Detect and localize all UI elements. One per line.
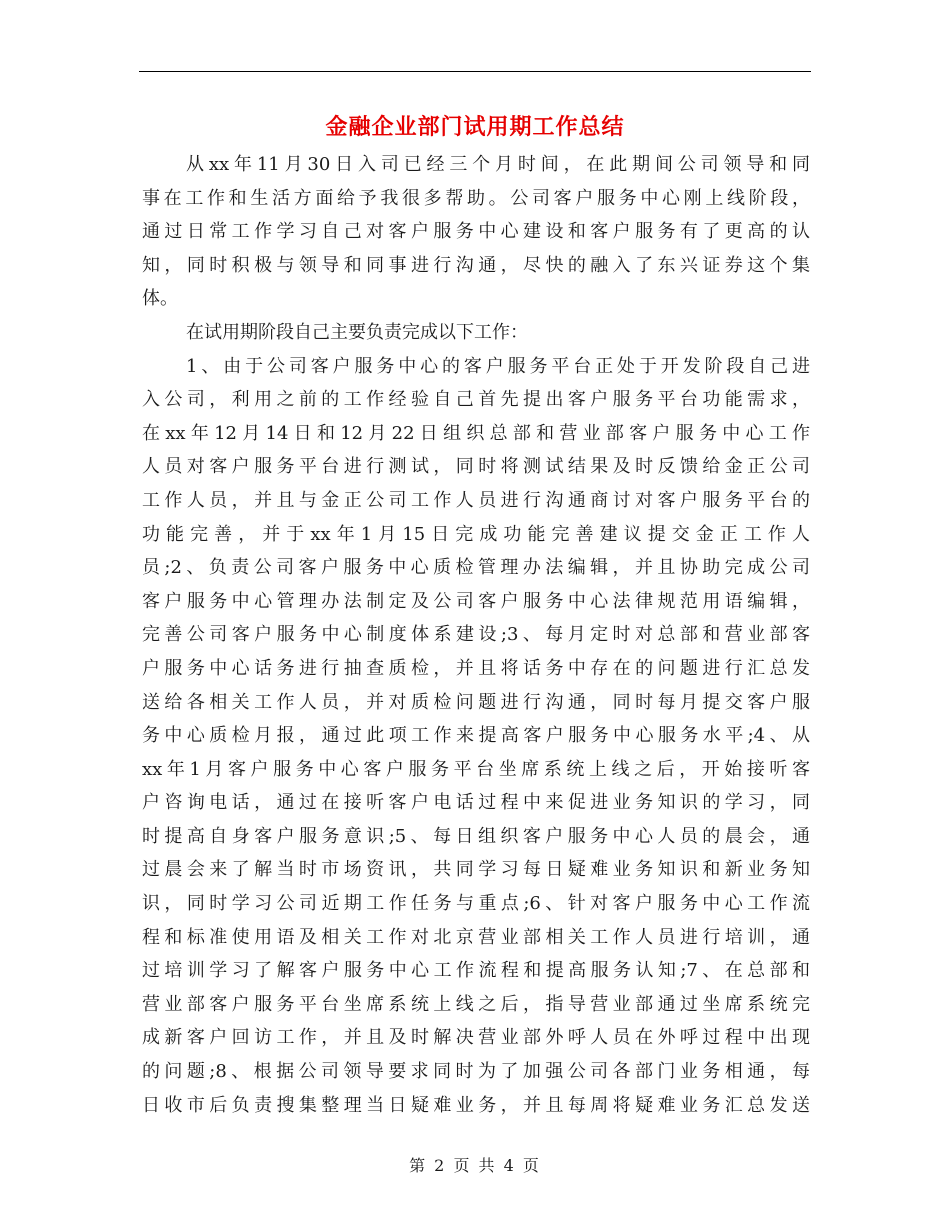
text-line: 成新客户回访工作，并且及时解决营业部外呼人员在外呼过程中出现: [142, 1027, 810, 1049]
text-line: 务中心质检月报，通过此项工作来提高客户服务中心服务水平;4、从: [142, 725, 810, 747]
text-line: 人员对客户服务平台进行测试，同时将测试结果及时反馈给金正公司: [142, 456, 810, 478]
text-line: 过培训学习了解客户服务中心工作流程和提高服务认知;7、在总部和: [142, 960, 810, 982]
text-line: 送给各相关工作人员，并对质检问题进行沟通，同时每月提交客户服: [142, 691, 810, 713]
text-line: 工作人员，并且与金正公司工作人员进行沟通商讨对客户服务平台的: [142, 489, 810, 511]
text-line: 时提高自身客户服务意识;5、每日组织客户服务中心人员的晨会，通: [142, 825, 810, 847]
text-line: 体。: [142, 288, 178, 310]
text-line: 知，同时积极与领导和同事进行沟通，尽快的融入了东兴证券这个集: [142, 254, 810, 276]
text-line: 1、由于公司客户服务中心的客户服务平台正处于开发阶段自己进: [186, 355, 810, 377]
text-line: 户咨询电话，通过在接听客户电话过程中来促进业务知识的学习，同: [142, 792, 810, 814]
text-line: 功能完善，并于xx年1月15日完成功能完善建议提交金正工作人: [142, 523, 810, 545]
text-line: 客户服务中心管理办法制定及公司客户服务中心法律规范用语编辑，: [142, 590, 810, 612]
page-number-footer: 第 2 页 共 4 页: [409, 1156, 541, 1175]
text-line: 员;2、负责公司客户服务中心质检管理办法编辑，并且协助完成公司: [142, 557, 810, 579]
document-title: 金融企业部门试用期工作总结: [325, 114, 625, 140]
text-line: 完善公司客户服务中心制度体系建设;3、每月定时对总部和营业部客: [142, 624, 810, 646]
text-line: 在试用期阶段自己主要负责完成以下工作：: [186, 321, 528, 343]
document-body: [142, 148, 810, 1122]
text-line: 日收市后负责搜集整理当日疑难业务，并且每周将疑难业务汇总发送: [142, 1094, 810, 1116]
text-line: 事在工作和生活方面给予我很多帮助。公司客户服务中心刚上线阶段，: [142, 187, 810, 209]
text-line: xx年1月客户服务中心客户服务平台坐席系统上线之后，开始接听客: [142, 758, 810, 780]
text-line: 程和标准使用语及相关工作对北京营业部相关工作人员进行培训，通: [142, 926, 810, 948]
text-line: 过晨会来了解当时市场资讯，共同学习每日疑难业务知识和新业务知: [142, 859, 810, 881]
header-rule: [139, 71, 811, 72]
text-line: 在xx年12月14日和12月22日组织总部和营业部客户服务中心工作: [142, 422, 810, 444]
text-line: 的问题;8、根据公司领导要求同时为了加强公司各部门业务相通，每: [142, 1061, 810, 1083]
text-line: 户服务中心话务进行抽查质检，并且将话务中存在的问题进行汇总发: [142, 657, 810, 679]
text-line: 识，同时学习公司近期工作任务与重点;6、针对客户服务中心工作流: [142, 893, 810, 915]
text-line: 入公司，利用之前的工作经验自己首先提出客户服务平台功能需求，: [142, 389, 810, 411]
text-line: 从xx年11月30日入司已经三个月时间，在此期间公司领导和同: [186, 154, 810, 175]
text-line: 通过日常工作学习自己对客户服务中心建设和客户服务有了更高的认: [142, 221, 810, 243]
text-line: 营业部客户服务平台坐席系统上线之后，指导营业部通过坐席系统完: [142, 993, 810, 1015]
